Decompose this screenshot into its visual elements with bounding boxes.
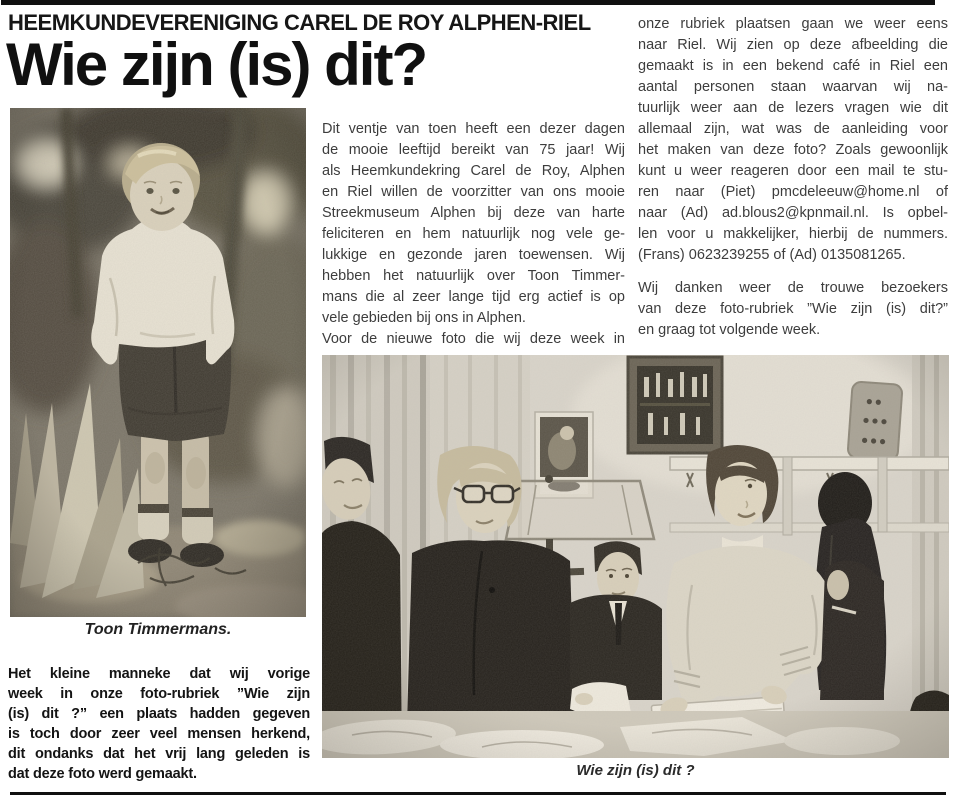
text-line: naar (Ad) ad.blous2@kpnmail.nl. Is opbel-	[638, 205, 948, 221]
text-line: kunt u weer reageren door een mail te stu-	[638, 163, 948, 179]
page-title: Wie zijn (is) dit?	[6, 31, 427, 98]
text-line: ren naar (Piet) pmcdeleeuw@home.nl of	[638, 184, 948, 200]
article-column-middle	[322, 119, 625, 350]
text-line: vele gebieden bij ons in Alphen.	[322, 310, 526, 326]
text-line: Wij danken weer de trouwe bezoekers	[638, 280, 948, 296]
text-line: gemaakt is in een bekend café in Riel een	[638, 58, 948, 74]
text-line: lukkige en gezonde jaren toewensen. Wij	[322, 247, 625, 263]
bottom-rule	[10, 792, 946, 795]
text-line: Streekmuseum Alphen bij deze van harte	[322, 205, 625, 221]
text-line: dit ondanks dat het vrij lang geleden is	[8, 746, 310, 762]
text-line: onze rubriek plaatsen gaan we weer eens	[638, 16, 948, 32]
text-line: dat deze foto werd gemaakt.	[8, 766, 197, 782]
article-column-right	[638, 14, 948, 341]
text-line: hebben het natuurlijk over Toon Timmer-	[322, 268, 625, 284]
boy-photo-caption: Toon Timmermans.	[84, 621, 232, 638]
cafe-photo-illustration	[322, 355, 949, 758]
boy-photo	[10, 108, 306, 617]
top-rule	[1, 0, 935, 5]
text-line: (is) dit ?” een plaats hadden gegeven	[8, 706, 310, 722]
text-line: en Riel willen de voorzitter van ons mooie	[322, 184, 625, 200]
text-line: als Heemkundekring Carel de Roy, Alphen	[322, 163, 625, 179]
left-bold-paragraph	[8, 664, 310, 784]
text-line: van deze foto-rubriek ”Wie zijn (is) dit?”	[638, 301, 948, 317]
text-line: het maken van deze foto? Zoals gewoonlijk	[638, 142, 948, 158]
text-line: Voor de nieuwe foto die wij deze week in	[322, 331, 625, 347]
boy-photo-illustration	[10, 108, 306, 617]
text-line: is toch door zeer veel mensen herkend,	[8, 726, 310, 742]
text-line: tuurlijk weer aan de lezers vragen wie dit	[638, 100, 948, 116]
cafe-photo	[322, 355, 949, 758]
text-line: allemaal zijn, wat was de aanleiding voor	[638, 121, 948, 137]
text-line: Het kleine manneke dat wij vorige	[8, 666, 310, 682]
text-line: len voor u makkelijker, hierbij de nummers.	[638, 226, 948, 242]
text-line: mans die al zeer lange tijd erg actief is op	[322, 289, 625, 305]
text-line: en graag tot volgende week.	[638, 322, 821, 338]
text-line: (Frans) 0623239255 of (Ad) 0135081265.	[638, 247, 906, 263]
cafe-photo-caption: Wie zijn (is) dit ?	[576, 762, 695, 779]
text-line: naar Riel. Wij zien op deze afbeelding die	[638, 37, 948, 53]
masthead: HEEMKUNDEVERENIGING CAREL DE ROY ALPHEN-RIEL	[8, 10, 591, 35]
text-line: week in onze foto-rubriek ”Wie zijn	[8, 686, 310, 702]
text-line: aantal personen staan waarvan wij na-	[638, 79, 948, 95]
text-line: de mooie leeftijd bereikt van 75 jaar! Wij	[322, 142, 625, 158]
text-line: feliciteren en hem natuurlijk nog vele ge-	[322, 226, 625, 242]
text-line: Dit ventje van toen heeft een dezer dagen	[322, 121, 625, 137]
